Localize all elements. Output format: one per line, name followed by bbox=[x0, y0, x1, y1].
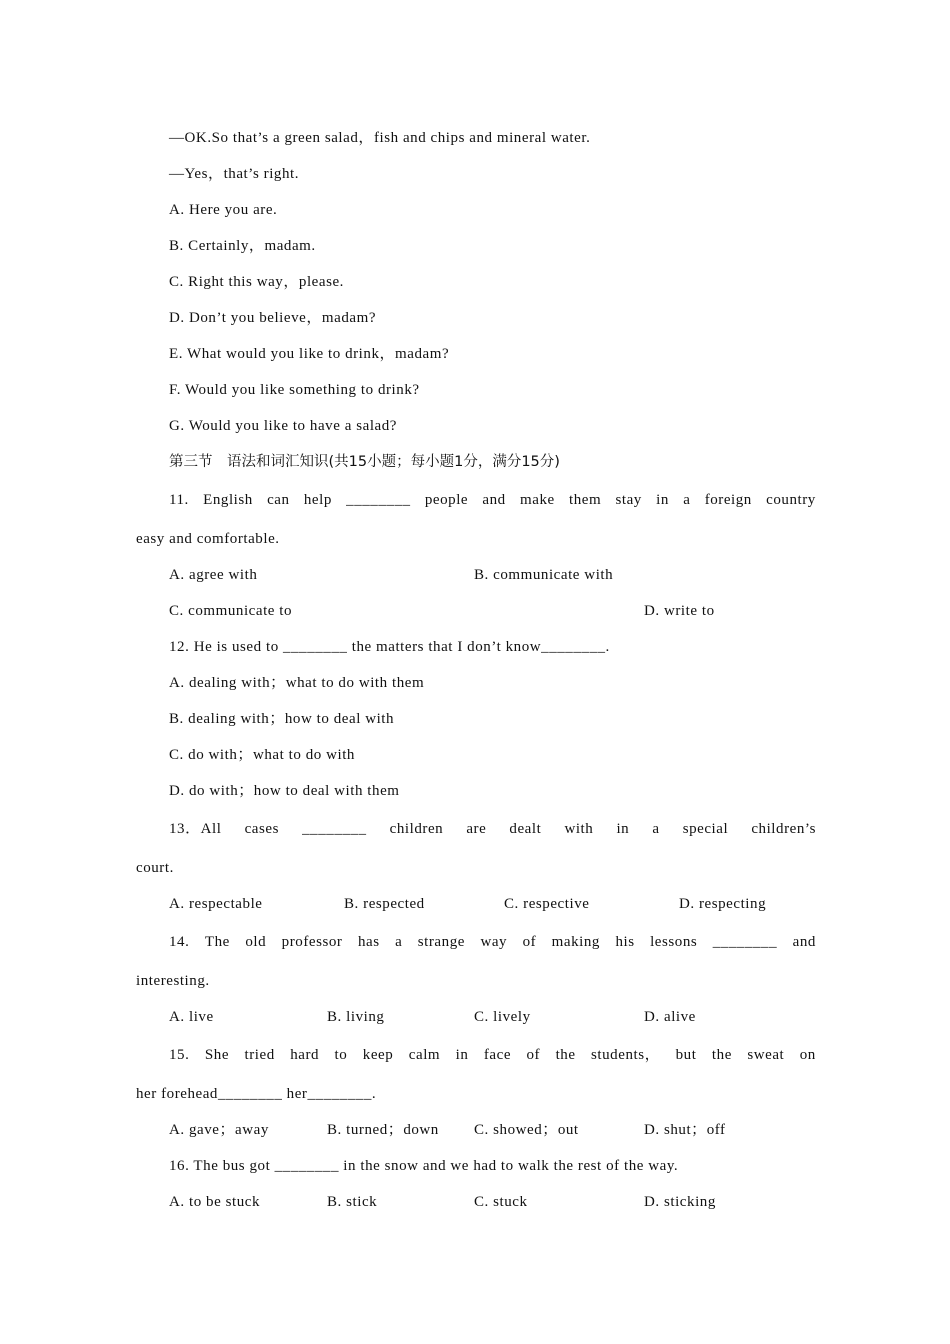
word: has bbox=[357, 934, 380, 950]
document-page bbox=[136, 120, 816, 1220]
word: of bbox=[526, 1047, 541, 1063]
word: calm bbox=[408, 1047, 441, 1063]
q16-option-a: A. to be stuck bbox=[169, 1194, 261, 1210]
q14-stem-line-2: interesting. bbox=[136, 973, 210, 989]
option-a: A. Here you are. bbox=[169, 202, 278, 218]
q11-options-row-2 bbox=[136, 593, 816, 629]
word: professor bbox=[281, 934, 343, 950]
q11-options-row-1 bbox=[136, 557, 816, 593]
q12-option-b: B. dealing with；how to deal with bbox=[169, 711, 395, 727]
word: in bbox=[616, 821, 630, 837]
q12-option-c: C. do with；what to do with bbox=[169, 747, 355, 763]
word: with bbox=[564, 821, 594, 837]
word: a bbox=[652, 821, 660, 837]
word: cases bbox=[244, 821, 279, 837]
word: of bbox=[522, 934, 537, 950]
q11-stem-line-2: easy and comfortable. bbox=[136, 531, 280, 547]
word: to bbox=[334, 1047, 348, 1063]
q15-option-d: D. shut；off bbox=[644, 1122, 726, 1138]
word: foreign bbox=[704, 492, 752, 508]
option-f: F. Would you like something to drink? bbox=[169, 382, 420, 398]
q16-option-b: B. stick bbox=[327, 1194, 378, 1210]
word: hard bbox=[290, 1047, 320, 1063]
word: and bbox=[482, 492, 506, 508]
word: strange bbox=[417, 934, 465, 950]
word: people bbox=[424, 492, 469, 508]
word: but bbox=[675, 1047, 697, 1063]
answer-blank: ________ bbox=[302, 821, 367, 837]
q11-option-c: C. communicate to bbox=[169, 603, 293, 619]
word: a bbox=[683, 492, 691, 508]
q12-option-a: A. dealing with；what to do with them bbox=[169, 675, 425, 691]
word: making bbox=[551, 934, 600, 950]
word: 11. bbox=[169, 492, 189, 508]
word: face bbox=[483, 1047, 512, 1063]
q15-option-a: A. gave；away bbox=[169, 1122, 269, 1138]
word: old bbox=[245, 934, 267, 950]
q14-option-c: C. lively bbox=[474, 1009, 531, 1025]
option-c: C. Right this way，please. bbox=[169, 274, 344, 290]
answer-blank: ________ bbox=[346, 492, 411, 508]
word: the bbox=[711, 1047, 732, 1063]
word: in bbox=[656, 492, 669, 508]
option-g: G. Would you like to have a salad? bbox=[169, 418, 397, 434]
option-b: B. Certainly，madam. bbox=[169, 238, 316, 254]
option-d: D. Don’t you believe，madam? bbox=[169, 310, 377, 326]
q13-option-c: C. respective bbox=[504, 896, 590, 912]
q11-option-b: B. communicate with bbox=[474, 567, 614, 583]
q13-stem-line-2: court. bbox=[136, 860, 174, 876]
option-e: E. What would you like to drink，madam? bbox=[169, 346, 450, 362]
q16-options bbox=[136, 1184, 816, 1220]
word: a bbox=[395, 934, 403, 950]
q13-stem-line-1 bbox=[136, 809, 816, 850]
q14-option-d: D. alive bbox=[644, 1009, 696, 1025]
word: and bbox=[792, 934, 816, 950]
q11-option-a: A. agree with bbox=[169, 567, 258, 583]
q11-option-d: D. write to bbox=[644, 603, 715, 619]
word: special bbox=[682, 821, 729, 837]
word: children bbox=[389, 821, 444, 837]
word: The bbox=[204, 934, 230, 950]
word: tried bbox=[244, 1047, 275, 1063]
word: 13．All bbox=[169, 821, 222, 837]
word: can bbox=[267, 492, 290, 508]
word: sweat bbox=[747, 1047, 785, 1063]
q13-option-d: D. respecting bbox=[679, 896, 767, 912]
word: his bbox=[615, 934, 635, 950]
word: keep bbox=[362, 1047, 394, 1063]
word: country bbox=[766, 492, 816, 508]
q13-option-b: B. respected bbox=[344, 896, 425, 912]
word: in bbox=[455, 1047, 469, 1063]
word: stay bbox=[615, 492, 642, 508]
q16-option-c: C. stuck bbox=[474, 1194, 528, 1210]
word: English bbox=[203, 492, 253, 508]
q16-option-d: D. sticking bbox=[644, 1194, 716, 1210]
q14-options bbox=[136, 999, 816, 1035]
word: on bbox=[799, 1047, 816, 1063]
answer-blank: ________ bbox=[712, 934, 778, 950]
word: students， bbox=[591, 1047, 661, 1063]
word: make bbox=[520, 492, 555, 508]
q14-option-b: B. living bbox=[327, 1009, 385, 1025]
word: help bbox=[303, 492, 332, 508]
q15-stem-line-1 bbox=[136, 1035, 816, 1076]
word: them bbox=[568, 492, 602, 508]
word: lessons bbox=[650, 934, 698, 950]
q14-option-a: A. live bbox=[169, 1009, 214, 1025]
q12-stem: 12. He is used to ________ the matters that I don’t know________. bbox=[169, 639, 610, 655]
q14-stem-line-1 bbox=[136, 922, 816, 963]
section-title: 第三节 语法和词汇知识(共15小题；每小题1分，满分15分) bbox=[169, 454, 560, 470]
q15-option-c: C. showed；out bbox=[474, 1122, 579, 1138]
q16-stem: 16. The bus got ________ in the snow and we had to walk the rest of the way. bbox=[169, 1158, 679, 1174]
q11-stem-line-1 bbox=[136, 480, 816, 521]
word: 14. bbox=[169, 934, 190, 950]
word: the bbox=[555, 1047, 576, 1063]
word: dealt bbox=[509, 821, 542, 837]
word: are bbox=[466, 821, 487, 837]
word: children’s bbox=[751, 821, 816, 837]
q15-option-b: B. turned；down bbox=[327, 1122, 439, 1138]
word: 15. bbox=[169, 1047, 190, 1063]
q15-stem-line-2: her forehead________ her________. bbox=[136, 1086, 377, 1102]
q13-options bbox=[136, 886, 816, 922]
q15-options bbox=[136, 1112, 816, 1148]
dialog-line-1: —OK.So that’s a green salad，fish and chips and mineral water. bbox=[169, 130, 591, 146]
word: way bbox=[480, 934, 508, 950]
word: She bbox=[204, 1047, 230, 1063]
q12-option-d: D. do with；how to deal with them bbox=[169, 783, 400, 799]
q13-option-a: A. respectable bbox=[169, 896, 263, 912]
dialog-line-2: —Yes，that’s right. bbox=[169, 166, 300, 182]
